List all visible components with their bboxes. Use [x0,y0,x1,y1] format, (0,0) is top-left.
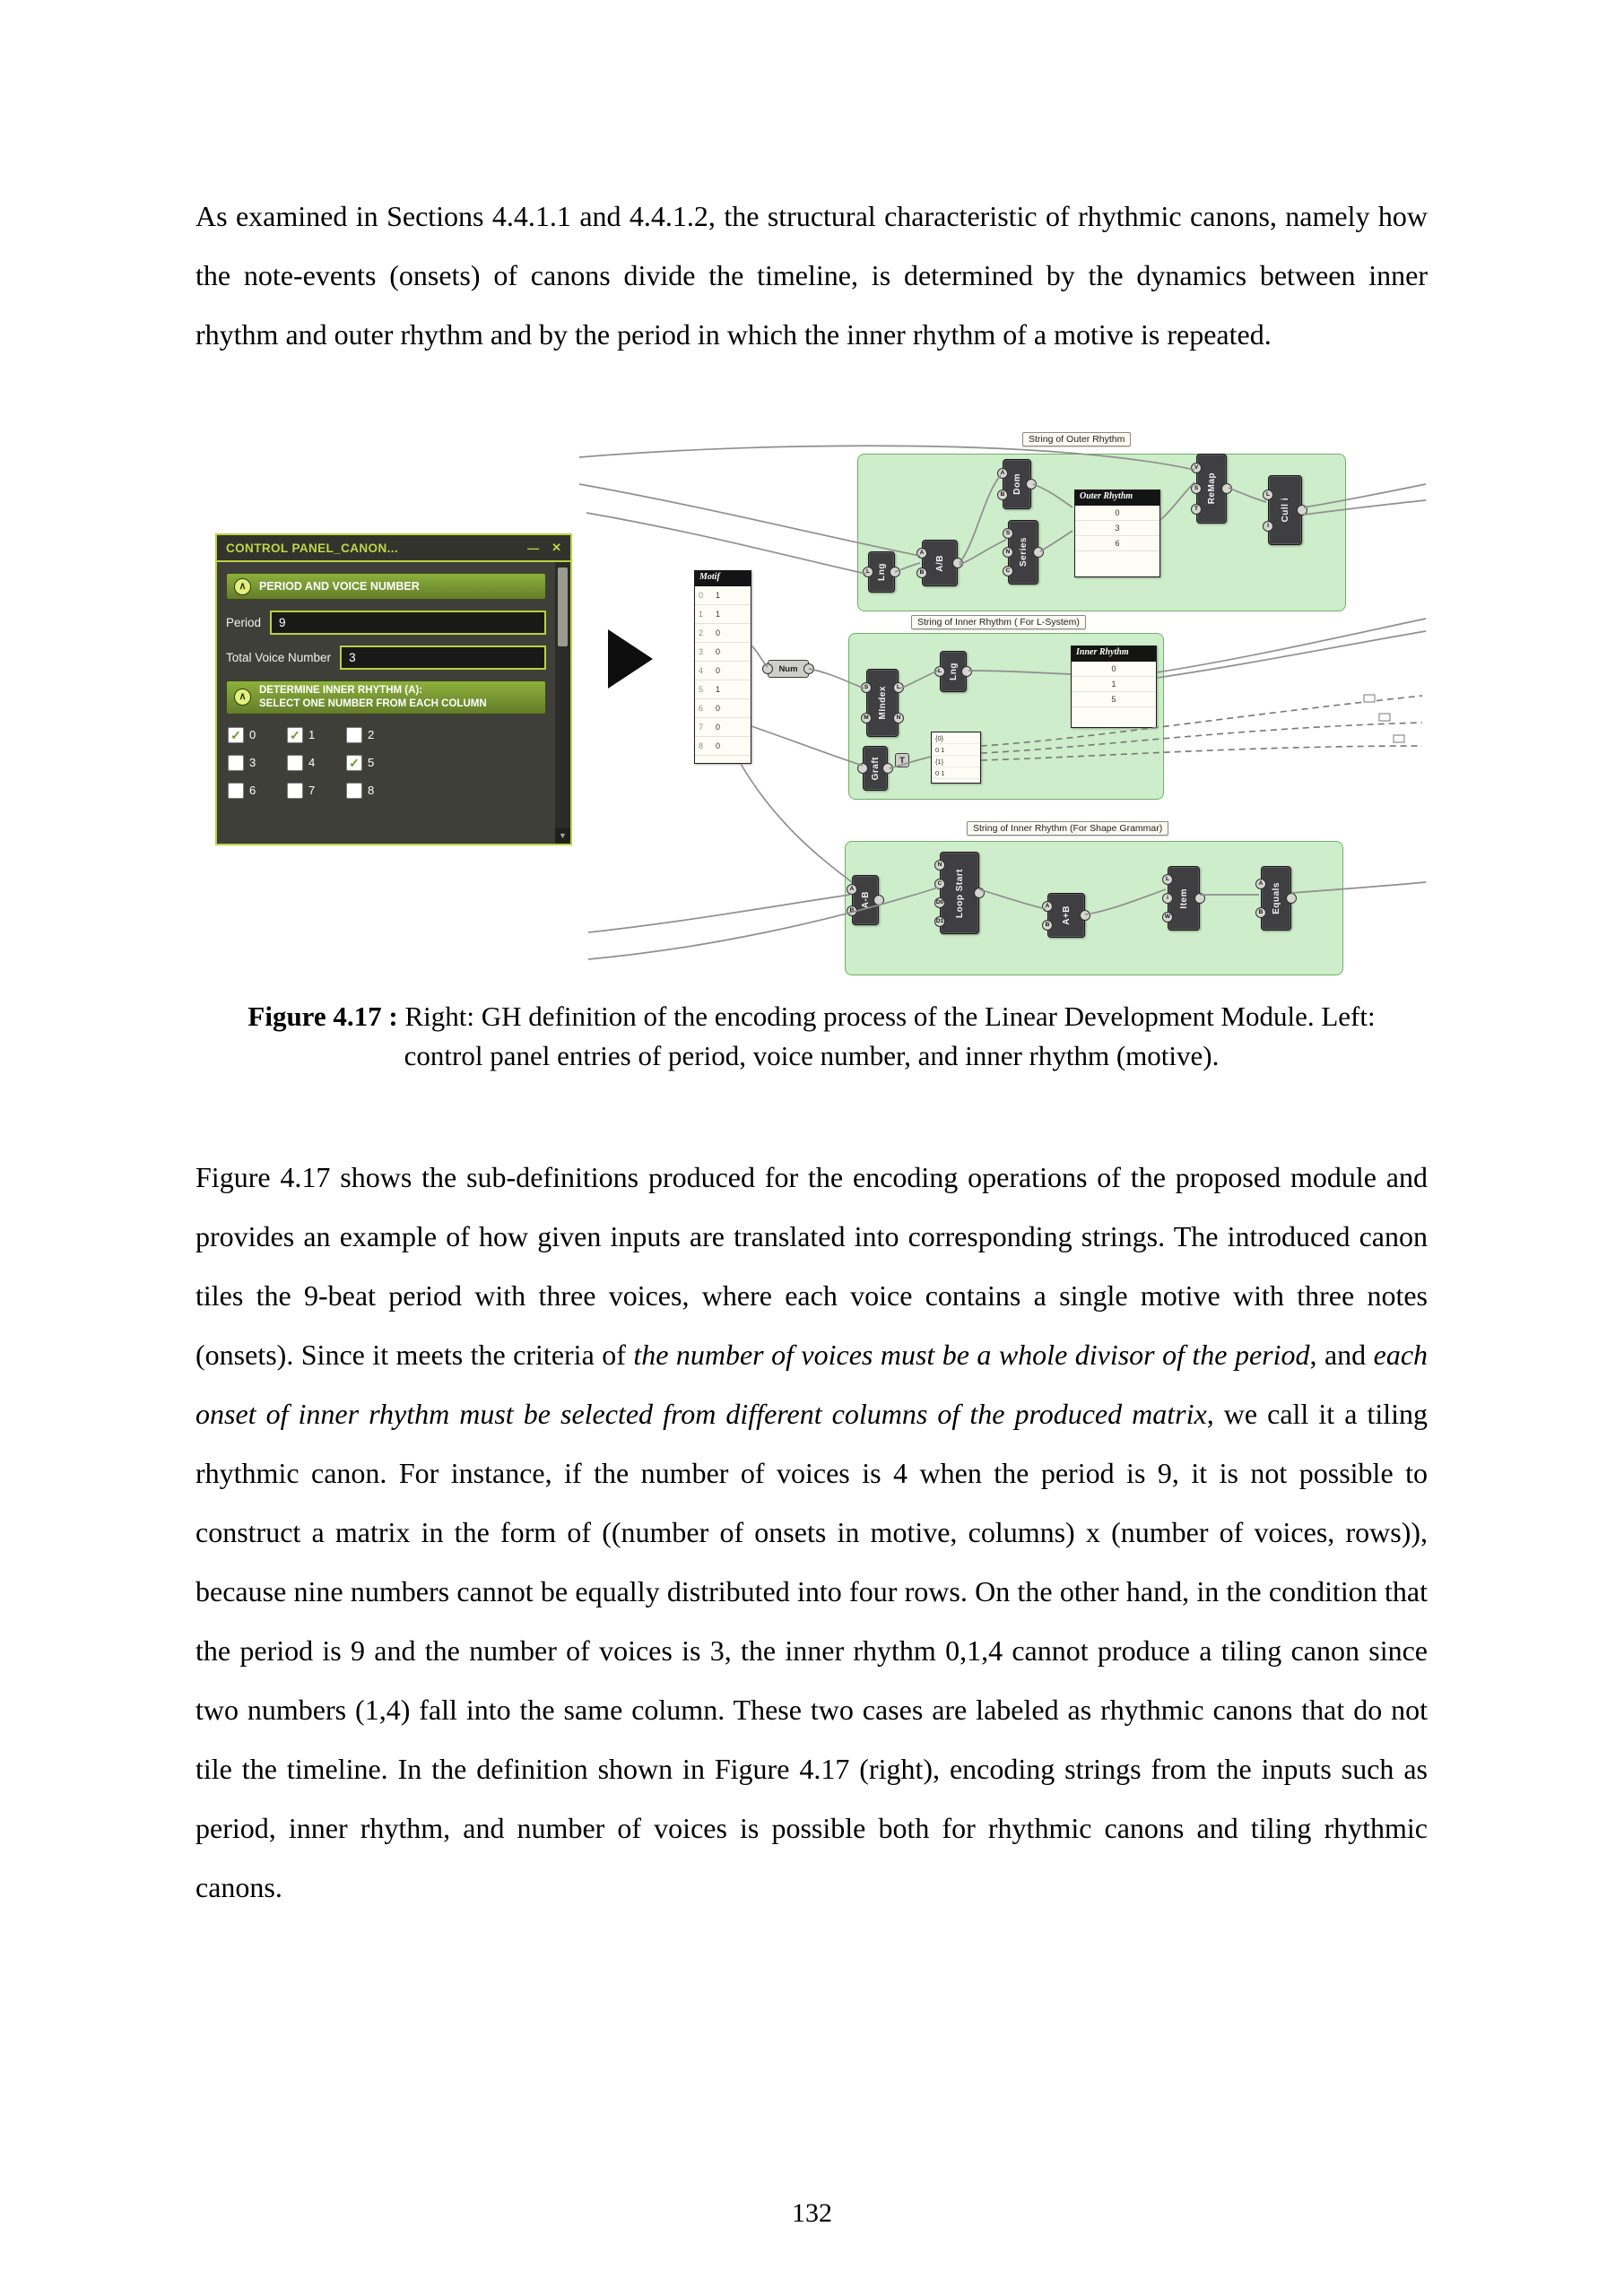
checkbox-checked[interactable]: ✓ [287,727,303,743]
control-panel-body [217,562,555,844]
gh-nub[interactable]: L [863,567,873,577]
figure-arrow-icon [608,629,653,689]
checkbox-unchecked[interactable] [346,783,362,799]
gh-component-label: Item [1178,888,1189,909]
panel-row: 8 0 [695,737,751,756]
gh-panel-outer-rhythm[interactable] [1074,490,1160,577]
gh-component-remap[interactable] [1196,454,1227,524]
gh-nub[interactable]: C [934,879,945,889]
collapse-icon[interactable]: ∧ [234,578,251,595]
gh-component-label: MIndex [877,686,888,720]
gh-component-label: Equals [1271,882,1281,914]
gh-component-lng-2[interactable] [940,651,967,692]
panel-row: 7 0 [695,718,751,737]
total-voice-number-input[interactable]: 3 [340,645,546,670]
checkbox-label: 4 [308,756,316,770]
gh-nub[interactable]: N [893,713,904,723]
section-header-inner-rhythm[interactable] [226,680,546,715]
body-segment-italic: each onset of inner rhythm must be selected from different columns of the produced matrix [195,1339,1429,1430]
gh-component-label: A+B [1061,905,1072,925]
gh-component-a-div-b[interactable] [919,540,958,586]
panel-row: 0 1 [932,744,980,756]
gh-component-a-plus-b[interactable] [1047,893,1085,938]
panel-row: 5 1 [695,680,751,699]
gh-component-a-minus-b[interactable] [849,875,879,925]
gh-component-label: Loop Start [954,868,965,918]
gh-nub[interactable] [961,666,972,677]
checkbox-checked[interactable]: ✓ [346,755,362,771]
figure-caption-label: Figure 4.17 : [248,1001,398,1032]
gh-group-label-outer[interactable]: String of Outer Rhythm [1022,432,1131,446]
control-panel-titlebar[interactable] [217,535,570,562]
gh-nub[interactable]: D1 [934,916,945,927]
figure-caption [224,997,1399,1076]
gh-component-label: Lng [876,563,887,581]
panel-row: 3 [1075,521,1159,536]
gh-component-label: A-B [860,891,871,909]
checkbox-unchecked[interactable] [228,783,244,799]
gh-nub[interactable]: L [1162,874,1173,885]
panel-row: 0 [1075,506,1159,521]
checkbox-label: 7 [308,784,316,798]
checkbox-label: 1 [308,728,316,742]
panel-row: 2 0 [695,624,751,643]
gh-nub[interactable] [952,558,963,568]
figure-4-17-image [203,430,1428,986]
checkbox-label: 6 [249,784,256,798]
checkbox-label: 5 [368,756,375,770]
gh-nub[interactable]: S [1191,483,1202,494]
gh-nub[interactable] [882,763,893,774]
gh-component-mindex[interactable] [866,669,899,737]
scrollbar[interactable] [555,562,570,844]
gh-component-dom[interactable] [1000,459,1031,509]
gh-nub[interactable]: A [847,884,857,895]
gh-panel-body [695,586,751,756]
inner-rhythm-checkbox-2[interactable] [346,727,405,743]
gh-nub[interactable]: W [1162,912,1173,923]
gh-component-label: Graft [870,756,881,781]
panel-row: 1 1 [695,605,751,624]
gh-panel-body [1075,506,1159,551]
checkbox-unchecked[interactable] [228,755,244,771]
gh-nub[interactable] [1297,505,1307,516]
gh-nub[interactable]: T [1191,504,1202,515]
gh-nub[interactable] [873,895,884,905]
gh-panel-tree[interactable] [931,732,981,784]
body-paragraph [195,1148,1428,1917]
gh-nub[interactable] [1080,910,1090,921]
inner-rhythm-checkbox-grid [228,727,546,799]
gh-component-item[interactable] [1164,866,1200,931]
checkbox-label: 8 [368,784,375,798]
scroll-down-arrow[interactable]: ▼ [555,828,570,844]
gh-group-label-lsystem[interactable]: String of Inner Rhythm ( For L-System) [911,615,1086,629]
gh-nub[interactable]: i [1162,893,1173,904]
gh-nub[interactable]: N [934,860,945,871]
inner-rhythm-checkbox-7[interactable] [287,783,346,799]
gh-nub[interactable] [974,888,985,898]
section-header-label-line2: SELECT ONE NUMBER FROM EACH COLUMN [259,697,487,709]
gh-nub[interactable]: B [847,905,857,916]
panel-row: {1} [932,756,980,767]
panel-row: 6 0 [695,699,751,718]
body-segment-italic: the number of voices must be a whole divisor of the period [633,1339,1310,1371]
gh-nub[interactable] [762,663,773,674]
gh-nub[interactable]: S [1003,528,1013,539]
gh-nub[interactable]: L [893,682,904,693]
figure-caption-text: Right: GH definition of the encoding process of the Linear Development Module. Left: control panel entries of period, voice number, and inner rhythm (motive). [397,1001,1376,1071]
gh-nub[interactable] [1221,483,1232,494]
inner-rhythm-checkbox-5[interactable] [346,755,405,771]
control-panel [215,533,572,845]
gh-component-loop-start[interactable] [935,852,979,934]
gh-nub[interactable]: I [1263,521,1273,532]
gh-nub[interactable] [1194,893,1205,904]
checkbox-unchecked[interactable] [346,727,362,743]
gh-component-label: Lng [948,663,959,680]
body-segment: , we call it a tiling rhythmic canon. For instance, if the number of voices is 4 when the period is 9, it is not possible to construct a matrix in the form of ((number of onsets in motive, columns) x (number of voices, rows)), because nine numbers cannot be equally distributed into four rows. On the other hand, in the condition that the period is 9 and the number of voices is 3, the inner rhythm 0,1,4 cannot produce a tiling canon since two numbers (1,4) fall into the same column. These two cases are labeled as rhythmic canons that do not tile the timeline. In the definition shown in Figure 4.17 (right), encoding strings from the inputs such as period, inner rhythm, and number of voices is possible both for rhythmic canons and tiling rhythmic canons. [195,1398,1429,1903]
gh-panel-motif[interactable] [694,570,751,764]
gh-component-label: A/B [934,554,945,572]
control-panel-title: CONTROL PANEL_CANON... [226,541,399,555]
checkbox-label: 3 [249,756,256,770]
gh-nub[interactable]: B [1042,920,1053,931]
panel-row: 0 [1072,662,1156,677]
gh-definition-canvas [673,430,1427,984]
collapse-icon[interactable]: ∧ [234,689,251,706]
inner-rhythm-checkbox-8[interactable] [346,783,405,799]
panel-row: 1 [1072,677,1156,692]
gh-component-label: T [899,755,905,766]
section-header-label: PERIOD AND VOICE NUMBER [259,580,420,593]
gh-component-series[interactable] [1005,520,1038,585]
gh-component-graft[interactable] [863,746,888,791]
gh-component-label: ReMap [1206,472,1217,505]
gh-nub[interactable]: L [1263,490,1273,500]
close-icon[interactable]: ✕ [551,541,561,554]
checkbox-unchecked[interactable] [287,755,303,771]
panel-row: 5 [1072,692,1156,707]
page-number: 132 [792,2198,832,2228]
checkbox-label: 0 [249,728,256,742]
gh-component-equals[interactable] [1258,866,1291,931]
period-label: Period [226,616,262,629]
gh-nub[interactable] [890,567,900,577]
gh-panel-title: Outer Rhythm [1075,490,1159,506]
period-input[interactable]: 9 [270,611,546,635]
gh-nub[interactable]: A [1255,879,1266,889]
panel-row: 0 1 [695,586,751,605]
inner-rhythm-checkbox-3[interactable] [228,755,287,771]
checkbox-checked[interactable]: ✓ [228,727,244,743]
panel-row: 6 [1075,536,1159,551]
checkbox-label: 2 [368,728,375,742]
body-segment: , and [1309,1339,1374,1371]
body-segment: Figure 4.17 shows the sub-definitions produced for the encoding operations of the proposed module and provides an example of how given inputs are translated into corresponding strings. The introduced canon tiles the 9-beat period with three voices, where each voice contains a single motive with three notes (onsets). Since it meets the criteria of [195,1161,1428,1371]
gh-group-label-shape[interactable]: String of Inner Rhythm (For Shape Grammar) [967,821,1168,836]
inner-rhythm-checkbox-1[interactable] [287,727,346,743]
gh-component-num[interactable] [768,660,809,678]
gh-nub[interactable]: L [934,666,945,677]
gh-nub[interactable] [1033,547,1044,558]
gh-nub[interactable]: A [997,468,1008,479]
gh-panel-body [1072,662,1156,707]
gh-nub[interactable]: B [1255,907,1266,918]
gh-nub[interactable]: A [916,548,927,559]
gh-nub[interactable]: A [1042,901,1053,912]
panel-row: 3 0 [695,643,751,662]
inner-rhythm-checkbox-6[interactable] [228,783,287,799]
panel-row: {0} [932,732,980,744]
gh-component-label: Cull i [1280,498,1290,523]
gh-nub[interactable] [1026,479,1037,490]
section-header-label-line1: DETERMINE INNER RHYTHM (A): [259,685,423,696]
gh-nub[interactable]: B [916,568,927,578]
gh-nub[interactable]: V [1191,463,1202,473]
intro-paragraph: As examined in Sections 4.4.1.1 and 4.4.1.2, the structural characteristic of rhythmic canons, namely how the note-events (onsets) of canons divide the timeline, is determined by the dynamics between inner rhythm and outer rhythm and by the period in which the inner rhythm of a motive is repeated. [195,200,1428,351]
checkbox-unchecked[interactable] [287,783,303,799]
panel-row: 4 0 [695,662,751,680]
gh-panel-inner-rhythm[interactable] [1071,645,1157,728]
gh-panel-body [932,732,980,779]
inner-rhythm-checkbox-0[interactable] [228,727,287,743]
panel-row: 0 1 [932,767,980,779]
gh-nub[interactable] [803,663,814,674]
gh-nub[interactable]: N [1003,547,1013,558]
gh-nub[interactable] [857,763,868,774]
gh-nub[interactable]: B [997,490,1008,500]
gh-nub[interactable]: C [1003,566,1013,576]
section-header-period-voice[interactable] [226,573,546,600]
gh-component-lng-1[interactable] [868,551,895,593]
gh-component-cull-i[interactable] [1268,475,1302,545]
gh-panel-title: Motif [695,571,751,586]
gh-component-label: Dom [1012,473,1022,495]
gh-component-toggle-t[interactable] [895,753,909,767]
scrollbar-thumb[interactable] [558,568,568,646]
gh-nub[interactable] [1286,893,1297,904]
minimize-icon[interactable]: — [527,541,540,555]
gh-panel-title: Inner Rhythm [1072,646,1156,662]
gh-nub[interactable]: D0 [934,897,945,908]
gh-component-label: Series [1018,537,1029,568]
inner-rhythm-checkbox-4[interactable] [287,755,346,771]
gh-nub[interactable]: S [861,682,872,693]
gh-nub[interactable]: M [861,713,872,723]
gh-component-label: Num [778,663,798,674]
total-voice-number-label: Total Voice Number [226,651,332,664]
